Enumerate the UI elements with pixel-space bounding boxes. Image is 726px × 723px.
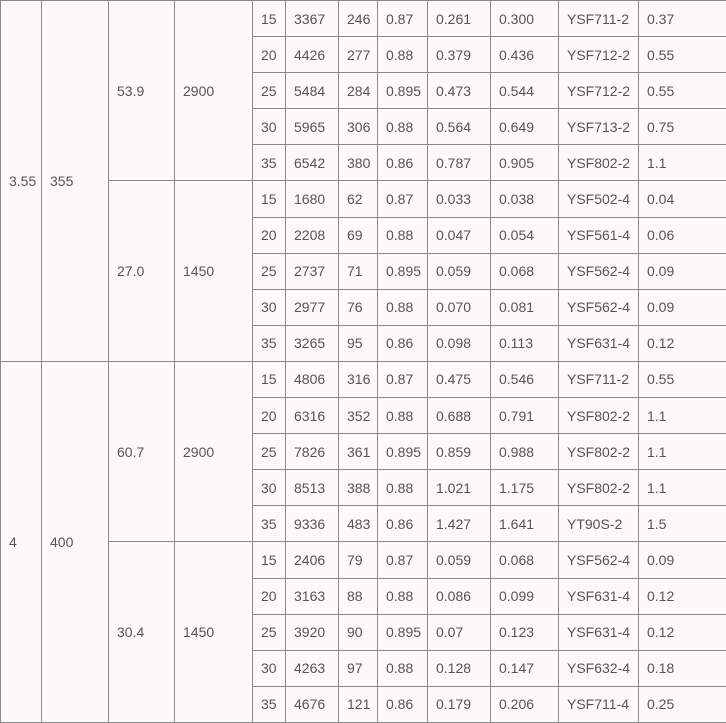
table-cell: 4263 [286,650,339,686]
group-col1-cell: 4 [1,361,42,722]
subgroup-col4-cell: 1450 [175,542,253,723]
table-cell: 284 [339,73,378,109]
table-cell: 0.87 [378,361,428,397]
table-cell: 0.300 [491,1,559,37]
table-cell: YSF711-4 [559,686,639,722]
table-cell: 0.86 [378,506,428,542]
table-cell: 0.88 [378,578,428,614]
table-cell: 35 [253,506,286,542]
table-cell: 0.88 [378,470,428,506]
table-cell: YSF712-2 [559,37,639,73]
table-cell: 3367 [286,1,339,37]
table-cell: 0.09 [639,253,726,289]
table-cell: 15 [253,542,286,578]
table-cell: 25 [253,73,286,109]
table-cell: 25 [253,434,286,470]
table-cell: 0.895 [378,73,428,109]
table-cell: 15 [253,181,286,217]
table-cell: YSF713-2 [559,109,639,145]
table-cell: 0.113 [491,325,559,361]
table-cell: 0.988 [491,434,559,470]
table-cell: YSF562-4 [559,253,639,289]
table-cell: 0.546 [491,361,559,397]
table-cell: 35 [253,686,286,722]
table-cell: 0.206 [491,686,559,722]
table-cell: 0.564 [428,109,491,145]
table-cell: 316 [339,361,378,397]
table-cell: 20 [253,398,286,434]
table-cell: 0.86 [378,325,428,361]
table-cell: 0.12 [639,578,726,614]
table-cell: 0.098 [428,325,491,361]
subgroup-col3-cell: 30.4 [109,542,175,723]
table-cell: 0.55 [639,361,726,397]
table-cell: 0.86 [378,686,428,722]
table-cell: YSF712-2 [559,73,639,109]
table-cell: 30 [253,470,286,506]
table-cell: 97 [339,650,378,686]
table-cell: 0.179 [428,686,491,722]
table-cell: YSF561-4 [559,217,639,253]
table-cell: 0.55 [639,37,726,73]
table-cell: 0.88 [378,289,428,325]
table-cell: 0.895 [378,434,428,470]
table-cell: 1.1 [639,470,726,506]
table-cell: 306 [339,109,378,145]
table-cell: 483 [339,506,378,542]
table-cell: 9336 [286,506,339,542]
table-cell: 1.5 [639,506,726,542]
table-cell: 1.1 [639,145,726,181]
table-cell: 121 [339,686,378,722]
subgroup-col4-cell: 1450 [175,181,253,361]
table-cell: YSF711-2 [559,1,639,37]
table-cell: 30 [253,289,286,325]
table-cell: YSF802-2 [559,145,639,181]
table-cell: YSF502-4 [559,181,639,217]
table-cell: 0.87 [378,1,428,37]
spec-table-body [1,1,726,723]
table-row [1,181,726,217]
table-cell: 0.09 [639,289,726,325]
table-cell: 15 [253,361,286,397]
table-cell: 0.37 [639,1,726,37]
table-cell: 0.147 [491,650,559,686]
table-cell: YT90S-2 [559,506,639,542]
table-cell: 0.905 [491,145,559,181]
table-cell: 25 [253,614,286,650]
table-cell: 95 [339,325,378,361]
table-cell: 35 [253,325,286,361]
table-cell: 1.427 [428,506,491,542]
table-cell: 0.688 [428,398,491,434]
table-cell: 0.04 [639,181,726,217]
table-cell: YSF802-2 [559,398,639,434]
table-cell: 20 [253,217,286,253]
table-cell: 0.261 [428,1,491,37]
table-cell: 6316 [286,398,339,434]
table-row [1,361,726,397]
table-cell: 3920 [286,614,339,650]
table-cell: 0.88 [378,217,428,253]
subgroup-col3-cell: 53.9 [109,1,175,181]
table-cell: 0.09 [639,542,726,578]
table-cell: 30 [253,650,286,686]
table-cell: 0.047 [428,217,491,253]
subgroup-col4-cell: 2900 [175,1,253,181]
table-cell: 0.123 [491,614,559,650]
table-cell: 5484 [286,73,339,109]
table-cell: 0.068 [491,253,559,289]
table-row [1,1,726,37]
table-cell: 0.87 [378,181,428,217]
table-cell: 62 [339,181,378,217]
table-cell: 4676 [286,686,339,722]
table-cell: 0.081 [491,289,559,325]
table-cell: 2208 [286,217,339,253]
subgroup-col3-cell: 60.7 [109,361,175,541]
table-cell: 1.1 [639,434,726,470]
table-cell: 246 [339,1,378,37]
table-cell: 0.068 [491,542,559,578]
table-cell: 0.791 [491,398,559,434]
table-cell: 79 [339,542,378,578]
table-cell: 0.12 [639,614,726,650]
table-cell: 35 [253,145,286,181]
table-cell: YSF802-2 [559,470,639,506]
table-cell: 0.07 [428,614,491,650]
table-cell: 25 [253,253,286,289]
table-cell: 0.054 [491,217,559,253]
table-cell: 0.475 [428,361,491,397]
table-cell: 0.55 [639,73,726,109]
table-cell: 0.033 [428,181,491,217]
table-cell: 8513 [286,470,339,506]
table-cell: 0.070 [428,289,491,325]
table-cell: 0.75 [639,109,726,145]
table-cell: 3265 [286,325,339,361]
table-cell: 15 [253,1,286,37]
table-cell: 90 [339,614,378,650]
table-cell: 352 [339,398,378,434]
table-cell: 277 [339,37,378,73]
table-cell: 0.787 [428,145,491,181]
table-cell: 0.88 [378,109,428,145]
table-cell: 2977 [286,289,339,325]
table-cell: 5965 [286,109,339,145]
table-cell: 6542 [286,145,339,181]
table-cell: YSF631-4 [559,325,639,361]
table-cell: 0.038 [491,181,559,217]
subgroup-col3-cell: 27.0 [109,181,175,361]
table-cell: 361 [339,434,378,470]
table-cell: YSF631-4 [559,578,639,614]
subgroup-col4-cell: 2900 [175,361,253,541]
table-cell: 20 [253,578,286,614]
group-col2-cell: 355 [42,1,109,362]
table-cell: 69 [339,217,378,253]
table-cell: 0.128 [428,650,491,686]
table-cell: 0.099 [491,578,559,614]
table-cell: 0.25 [639,686,726,722]
table-cell: 2737 [286,253,339,289]
table-cell: 388 [339,470,378,506]
table-cell: 1680 [286,181,339,217]
table-cell: 20 [253,37,286,73]
table-cell: 76 [339,289,378,325]
table-cell: 4806 [286,361,339,397]
table-cell: 0.473 [428,73,491,109]
table-cell: YSF631-4 [559,614,639,650]
table-cell: 0.87 [378,542,428,578]
table-cell: 0.059 [428,542,491,578]
table-cell: 1.175 [491,470,559,506]
table-cell: 3163 [286,578,339,614]
table-cell: 0.379 [428,37,491,73]
group-col1-cell: 3.55 [1,1,42,362]
table-cell: 0.88 [378,398,428,434]
table-cell: 0.88 [378,37,428,73]
table-cell: 7826 [286,434,339,470]
table-cell: 0.544 [491,73,559,109]
table-cell: 88 [339,578,378,614]
table-cell: YSF562-4 [559,289,639,325]
table-cell: 0.895 [378,614,428,650]
table-cell: 0.12 [639,325,726,361]
table-cell: 0.88 [378,650,428,686]
table-cell: YSF632-4 [559,650,639,686]
table-cell: 380 [339,145,378,181]
table-cell: 0.086 [428,578,491,614]
table-cell: 0.436 [491,37,559,73]
table-cell: 0.859 [428,434,491,470]
group-col2-cell: 400 [42,361,109,722]
table-cell: 4426 [286,37,339,73]
table-cell: YSF562-4 [559,542,639,578]
table-row [1,542,726,578]
table-cell: YSF802-2 [559,434,639,470]
table-cell: 0.86 [378,145,428,181]
table-cell: 30 [253,109,286,145]
table-cell: 2406 [286,542,339,578]
table-cell: 0.059 [428,253,491,289]
table-cell: 0.06 [639,217,726,253]
table-cell: 1.1 [639,398,726,434]
table-cell: 0.649 [491,109,559,145]
table-cell: 0.18 [639,650,726,686]
table-cell: 0.895 [378,253,428,289]
table-cell: 1.021 [428,470,491,506]
table-cell: 1.641 [491,506,559,542]
table-cell: YSF711-2 [559,361,639,397]
table-cell: 71 [339,253,378,289]
